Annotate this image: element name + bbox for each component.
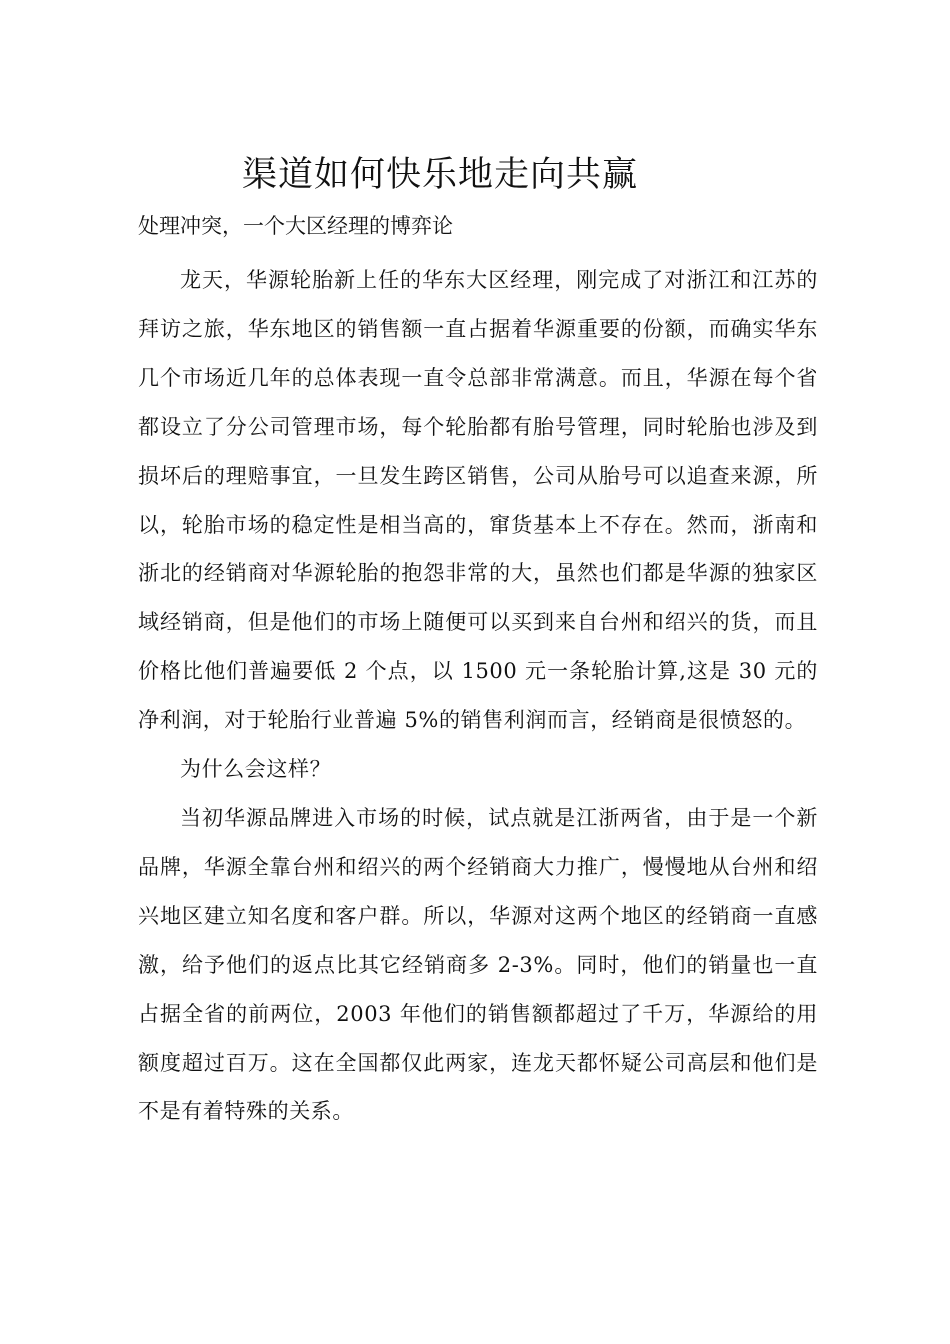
paragraph-1: 龙天，华源轮胎新上任的华东大区经理，刚完成了对浙江和江苏的拜访之旅，华东地区的销售额一直占据着华源重要的份额，而确实华东几个市场近几年的总体表现一直令总部非常满意。而且，华源在每个省都设立了分公司管理市场，每个轮胎都有胎号管理，同时轮胎也涉及到损坏后的理赔事宜，一旦发生跨区销售，公司从胎号可以追查来源，所以，轮胎市场的稳定性是相当高的，窜货基本上不存在。然而，浙南和浙北的经销商对华源轮胎的抱怨非常的大，虽然也们都是华源的独家区域经销商，但是他们的市场上随便可以买到来自台州和绍兴的货，而且价格比他们普遍要低 2 个点，以 1500 元一条轮胎计算,这是 30 元的净利润，对于轮胎行业普遍 5%的销售利润而言，经销商是很愤怒的。 bbox=[138, 268, 818, 733]
paragraph-2: 为什么会这样？ bbox=[180, 757, 332, 782]
paragraph-3: 当初华源品牌进入市场的时候，试点就是江浙两省，由于是一个新品牌，华源全靠台州和绍兴的两个经销商大力推广，慢慢地从台州和绍兴地区建立知名度和客户群。所以，华源对这两个地区的经销商一直感激，给予他们的返点比其它经销商多 2-3%。同时，他们的销量也一直占据全省的前两位，2003 年他们的销售额都超过了千万，华源给的用额度超过百万。这在全国都仅此两家，连龙天都怀疑公司高层和他们是不是有着特殊的关系。 bbox=[138, 805, 818, 1124]
document-subtitle: 处理冲突，一个大区经理的博弈论 bbox=[138, 214, 453, 238]
document-body bbox=[138, 256, 818, 1136]
document-title: 渠道如何快乐地走向共赢 bbox=[241, 155, 638, 195]
